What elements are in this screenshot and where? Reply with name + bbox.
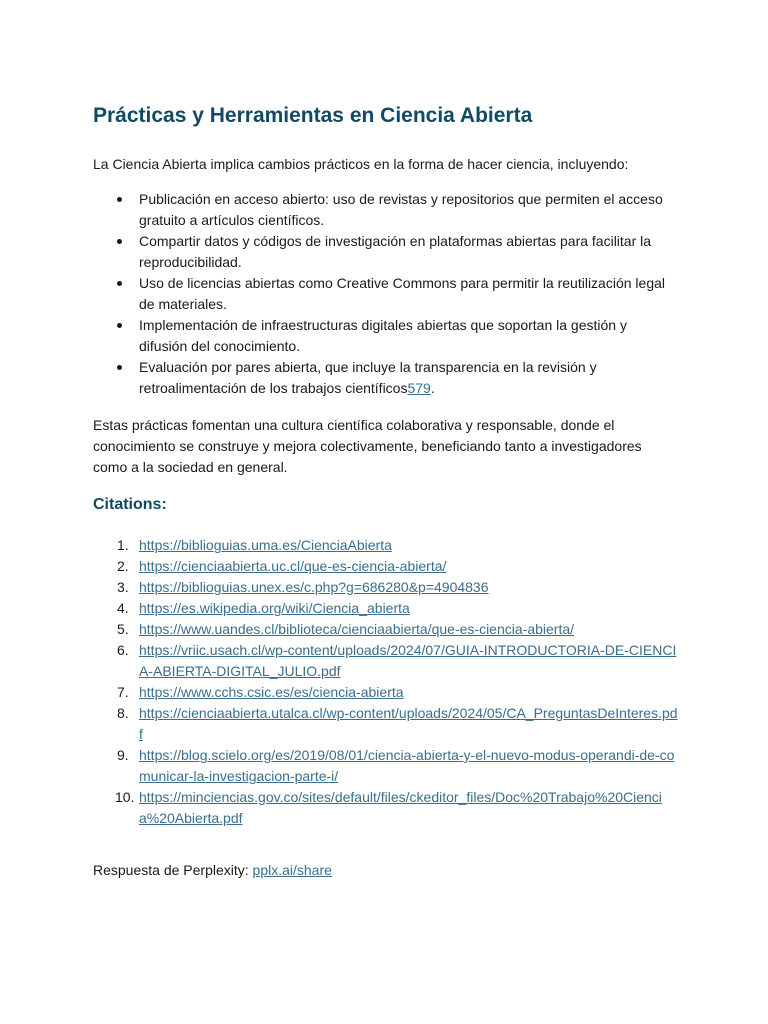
list-item: Uso de licencias abiertas como Creative Commons para permitir la reutilización legal de materiales. <box>93 273 678 315</box>
list-item: Implementación de infraestructuras digitales abiertas que soportan la gestión y difusión del conocimiento. <box>93 315 678 357</box>
citation-number: 9. <box>117 747 129 763</box>
citation-item <box>93 745 678 787</box>
citation-link[interactable]: https://blog.scielo.org/es/2019/08/01/ciencia-abierta-y-el-nuevo-modus-operandi-de-comunicar-la-investigacion-parte-i/ <box>139 747 675 784</box>
citation-number: 10. <box>115 789 135 805</box>
list-item: Evaluación por pares abierta, que incluye la transparencia en la revisión y retroalimentación de los trabajos científicos579. <box>93 357 678 399</box>
citation-number: 2. <box>117 558 129 574</box>
citation-number: 4. <box>117 600 129 616</box>
citation-item <box>93 556 678 577</box>
citation-number: 8. <box>117 705 129 721</box>
citation-link[interactable]: https://vriic.usach.cl/wp-content/uploads/2024/07/GUIA-INTRODUCTORIA-DE-CIENCIA-ABIERTA-DIGITAL_JULIO.pdf <box>139 642 677 679</box>
list-item: Compartir datos y códigos de investigación en plataformas abiertas para facilitar la reproducibilidad. <box>93 231 678 273</box>
footer-label: Respuesta de Perplexity: <box>93 862 253 878</box>
citation-link[interactable]: https://es.wikipedia.org/wiki/Ciencia_abierta <box>139 600 410 616</box>
intro-paragraph: La Ciencia Abierta implica cambios prácticos en la forma de hacer ciencia, incluyendo: <box>93 156 629 172</box>
citation-link[interactable]: https://www.uandes.cl/biblioteca/cienciaabierta/que-es-ciencia-abierta/ <box>139 621 575 637</box>
citation-link[interactable]: https://minciencias.gov.co/sites/default/files/ckeditor_files/Doc%20Trabajo%20Ciencia%20Abierta.pdf <box>139 789 662 826</box>
citation-link[interactable]: https://www.cchs.csic.es/es/ciencia-abierta <box>139 684 404 700</box>
citation-link[interactable]: https://biblioguias.uma.es/CienciaAbierta <box>139 537 392 553</box>
citation-item <box>93 577 678 598</box>
citation-number: 1. <box>117 537 129 553</box>
citation-item <box>93 682 678 703</box>
citation-item <box>93 703 678 745</box>
practices-list <box>93 189 678 399</box>
citation-link[interactable]: https://biblioguias.unex.es/c.php?g=686280&p=4904836 <box>139 579 489 595</box>
citations-list <box>93 535 678 829</box>
list-item: Publicación en acceso abierto: uso de revistas y repositorios que permiten el acceso gratuito a artículos científicos. <box>93 189 678 231</box>
citation-number: 3. <box>117 579 129 595</box>
perplexity-footer <box>93 860 332 881</box>
citation-ref-link[interactable]: 579 <box>407 380 431 396</box>
citation-link[interactable]: https://cienciaabierta.utalca.cl/wp-content/uploads/2024/05/CA_PreguntasDeInteres.pdf <box>139 705 678 742</box>
citation-item <box>93 598 678 619</box>
citation-link[interactable]: https://cienciaabierta.uc.cl/que-es-ciencia-abierta/ <box>139 558 447 574</box>
citations-heading: Citations: <box>93 496 167 513</box>
summary-paragraph: Estas prácticas fomentan una cultura científica colaborativa y responsable, donde el conocimiento se construye y mejora colectivamente, beneficiando tanto a investigadores como a la sociedad en general. <box>93 417 642 475</box>
citation-item <box>93 619 678 640</box>
citation-item <box>93 535 678 556</box>
citation-item <box>93 787 678 829</box>
share-link[interactable]: pplx.ai/share <box>252 862 332 878</box>
page-title: Prácticas y Herramientas en Ciencia Abierta <box>93 104 533 127</box>
citation-number: 7. <box>117 684 129 700</box>
citation-number: 5. <box>117 621 129 637</box>
citation-item <box>93 640 678 682</box>
citation-number: 6. <box>117 642 129 658</box>
